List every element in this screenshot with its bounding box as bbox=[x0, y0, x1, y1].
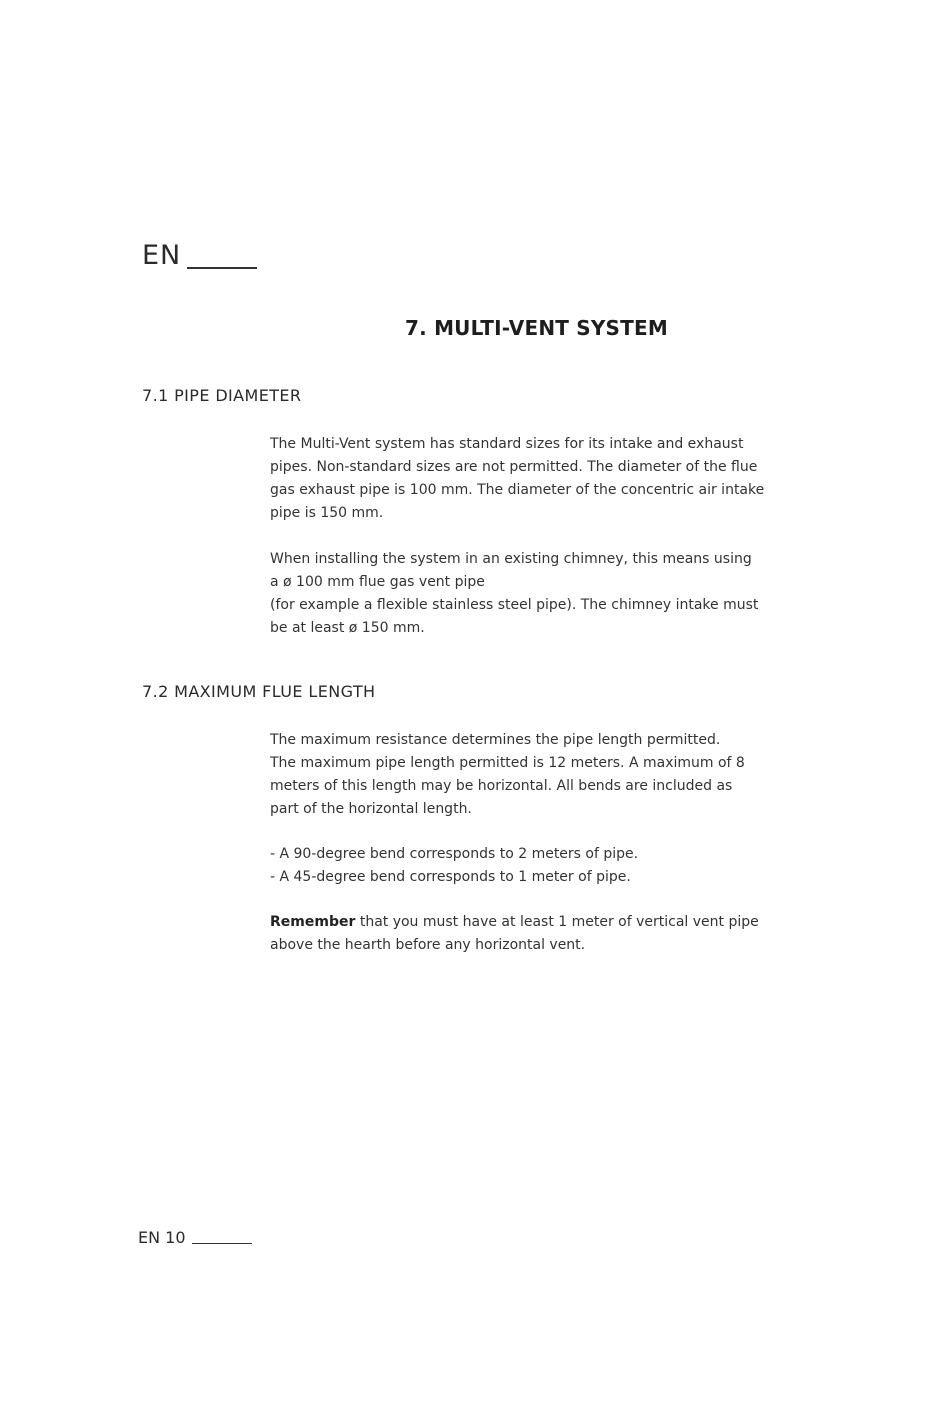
flue-length-paragraph-1 bbox=[270, 729, 790, 821]
text-line bbox=[270, 911, 790, 934]
remember-label: Remember bbox=[270, 914, 356, 930]
text-line: The maximum resistance determines the pipe length permitted. bbox=[270, 732, 721, 748]
language-marker bbox=[142, 240, 257, 271]
text-line: When installing the system in an existing chimney, this means using bbox=[270, 551, 752, 567]
text-line: above the hearth before any horizontal vent. bbox=[270, 937, 586, 953]
list-item: - A 45-degree bend corresponds to 1 meter of pipe. bbox=[270, 869, 631, 885]
text-line: a ø 100 mm flue gas vent pipe bbox=[270, 574, 485, 590]
note-text: that you must have at least 1 meter of vertical vent pipe bbox=[355, 914, 759, 930]
text-line: be at least ø 150 mm. bbox=[270, 620, 425, 636]
language-code: EN bbox=[142, 240, 182, 271]
text-line: (for example a flexible stainless steel pipe). The chimney intake must bbox=[270, 597, 759, 613]
footer-rule bbox=[192, 1243, 252, 1244]
section-heading-maximum-flue-length: 7.2 MAXIMUM FLUE LENGTH bbox=[142, 682, 376, 701]
text-line: The Multi-Vent system has standard sizes for its intake and exhaust bbox=[270, 436, 744, 452]
list-item: - A 90-degree bend corresponds to 2 meters of pipe. bbox=[270, 846, 639, 862]
text-line: part of the horizontal length. bbox=[270, 801, 472, 817]
remember-note bbox=[270, 911, 790, 957]
section-heading-pipe-diameter: 7.1 PIPE DIAMETER bbox=[142, 386, 302, 405]
page-footer bbox=[138, 1228, 252, 1247]
pipe-diameter-paragraph-1 bbox=[270, 433, 790, 525]
language-marker-rule bbox=[187, 267, 257, 269]
pipe-diameter-paragraph-2 bbox=[270, 548, 790, 640]
text-line: The maximum pipe length permitted is 12 meters. A maximum of 8 bbox=[270, 755, 745, 771]
chapter-title: 7. MULTI-VENT SYSTEM bbox=[405, 316, 668, 340]
text-line: meters of this length may be horizontal. All bends are included as bbox=[270, 778, 733, 794]
text-line: pipe is 150 mm. bbox=[270, 505, 384, 521]
bend-list bbox=[270, 843, 790, 889]
page-number: EN 10 bbox=[138, 1228, 186, 1247]
text-line: gas exhaust pipe is 100 mm. The diameter of the concentric air intake bbox=[270, 482, 765, 498]
text-line: pipes. Non-standard sizes are not permitted. The diameter of the flue bbox=[270, 459, 758, 475]
